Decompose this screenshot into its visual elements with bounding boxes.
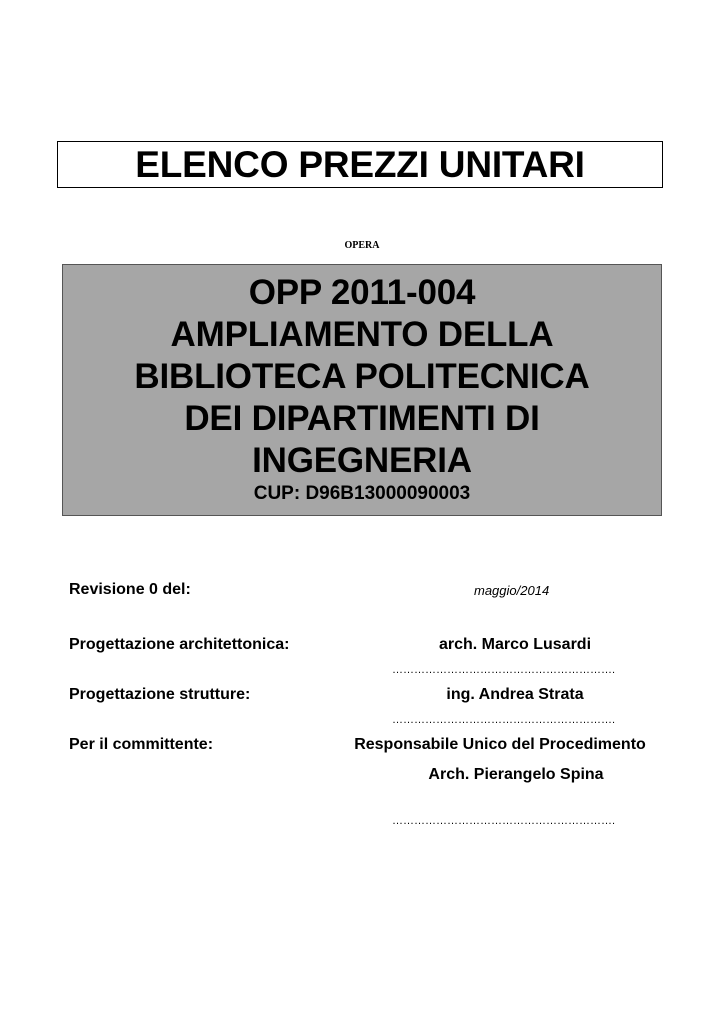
revision-label: Revisione 0 del: [69, 581, 191, 598]
project-title-line-1: AMPLIAMENTO DELLA [170, 315, 554, 354]
project-title-line-2: BIBLIOTECA POLITECNICA [134, 357, 590, 396]
project-title-line-4: INGEGNERIA [252, 441, 472, 480]
structural-engineer-name: ing. Andrea Strata [446, 686, 584, 703]
structural-design-label: Progettazione strutture: [69, 686, 251, 703]
revision-date: maggio/2014 [474, 583, 550, 598]
project-code: OPP 2011-004 [248, 273, 476, 312]
architect-signature-line: ……………………………………………………. [392, 664, 616, 676]
project-cup: CUP: D96B13000090003 [253, 483, 471, 504]
architect-name: arch. Marco Lusardi [438, 636, 592, 653]
client-role: Responsabile Unico del Procedimento [354, 736, 646, 753]
structural-signature-line: ……………………………………………………. [392, 714, 616, 726]
document-title: ELENCO PREZZI UNITARI [135, 143, 585, 185]
project-box [62, 264, 662, 516]
client-signature-line: ……………………………………………………. [392, 815, 616, 827]
project-title-line-3: DEI DIPARTIMENTI DI [184, 399, 540, 438]
architectural-design-label: Progettazione architettonica: [69, 636, 290, 653]
client-name: Arch. Pierangelo Spina [428, 766, 604, 783]
client-label: Per il committente: [69, 736, 214, 753]
document-title-box [57, 141, 663, 188]
opera-label: OPERA [344, 240, 380, 251]
